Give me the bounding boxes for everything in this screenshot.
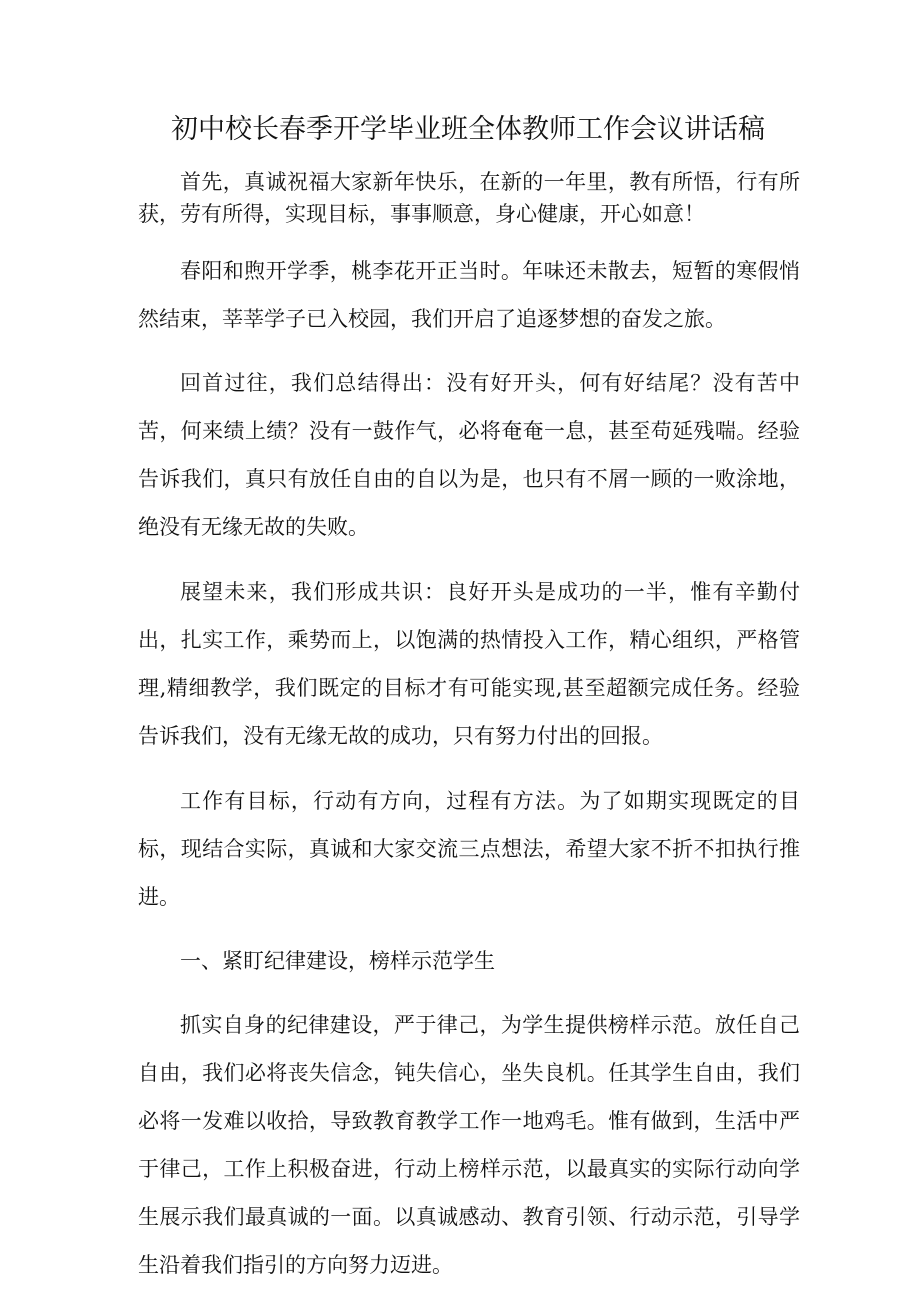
paragraph-review: 回首过往，我们总结得出：没有好开头，何有好结尾？没有苦中苦，何来绩上绩？没有一鼓作气，必将奄奄一息，甚至苟延残喘。经验告诉我们，真只有放任自由的自以为是，也只有不屑一顾的一败涂地，绝没有无缘无故的失败。 xyxy=(138,371,800,539)
paragraph-outlook: 展望未来，我们形成共识：良好开头是成功的一半，惟有辛勤付出，扎实工作，乘势而上，以饱满的热情投入工作，精心组织，严格管理,精细教学，我们既定的目标才有可能实现,甚至超额完成任务。经验告诉我们，没有无缘无故的成功，只有努力付出的回报。 xyxy=(138,580,800,748)
paragraph-greeting: 首先，真诚祝福大家新年快乐，在新的一年里，教有所悟，行有所获，劳有所得，实现目标，事事顺意，身心健康，开心如意！ xyxy=(138,170,800,226)
section-heading-discipline: 一、紧盯纪律建设，榜样示范学生 xyxy=(180,949,495,973)
document-title: 初中校长春季开学毕业班全体教师工作会议讲话稿 xyxy=(171,114,765,145)
paragraph-goals: 工作有目标，行动有方向，过程有方法。为了如期实现既定的目标，现结合实际，真诚和大家交流三点想法，希望大家不折不扣执行推进。 xyxy=(138,789,800,909)
paragraph-discipline: 抓实自身的纪律建设，严于律己，为学生提供榜样示范。放任自己自由，我们必将丧失信念，钝失信心，坐失良机。任其学生自由，我们必将一发难以收拾，导致教育教学工作一地鸡毛。惟有做到，生活中严于律己，工作上积极奋进，行动上榜样示范，以最真实的实际行动向学生展示我们最真诚的一面。以真诚感动、教育引领、行动示范，引导学生沿着我们指引的方向努力迈进。 xyxy=(138,1013,800,1277)
paragraph-opening: 春阳和煦开学季，桃李花开正当时。年味还未散去，短暂的寒假悄然结束，莘莘学子已入校园，我们开启了追逐梦想的奋发之旅。 xyxy=(138,259,800,331)
document-body xyxy=(138,166,800,1289)
